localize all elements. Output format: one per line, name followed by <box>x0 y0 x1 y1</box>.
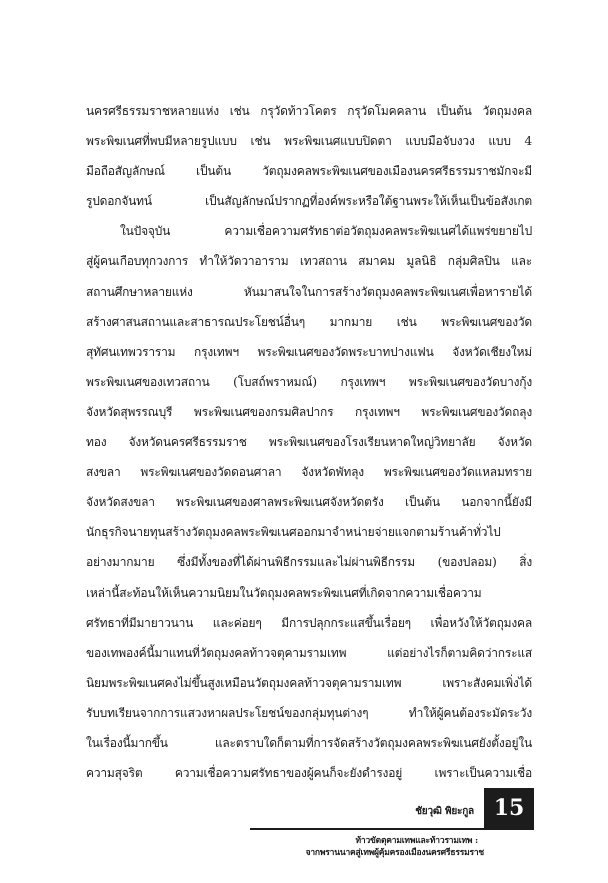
text-line-3: มือถือสัญลักษณ์ เป็นต้น วัตถุมงคลพระพิฆเนศของเมืองนครศรีธรรมราชมักจะมี <box>86 164 532 179</box>
text-line-20: นิยมพระพิฆเนศคงไม่ขึ้นสูงเหมือนวัตถุมงคลท้าวจตุคามรามเทพ เพราะสังคมเพิ่งได้ <box>86 675 532 690</box>
text-line-2: พระพิฆเนศที่พบมีหลายรูปแบบ เช่น พระพิฆเนศแบบปิดตา แบบมือจับงวง แบบ 4 <box>86 134 532 149</box>
text-line-18: ศรัทธาที่มีมายาวนาน และค่อยๆ มีการปลุกกระแสขึ้นเรื่อยๆ เพื่อหวังให้วัตถุมงคล <box>86 615 532 630</box>
text-line-21: รับบทเรียนจากการแสวงหาผลประโยชน์ของกลุ่มทุนต่างๆ ทำให้ผู้คนต้องระมัดระวัง <box>86 705 532 720</box>
text-line-16: อย่างมากมาย ซึ่งมีทั้งของที่ได้ผ่านพิธีกรรมและไม่ผ่านพิธีกรรม (ของปลอม) สิ่ง <box>86 555 532 570</box>
book-title-line-2: จากพรานนาคสู่เทพผู้คุ้มครองเมืองนครศรีธรรมราช <box>305 848 484 858</box>
author-name: ชัยวุฒิ พิยะกูล <box>415 806 474 817</box>
page-footer <box>250 784 534 864</box>
text-line-15: นักธุรกิจนายทุนสร้างวัตถุมงคลพระพิฆเนศออกมาจำหน่ายจ่ายแจกตามร้านค้าทั่วไป <box>86 525 501 540</box>
text-line-7: สถานศึกษาหลายแห่ง หันมาสนใจในการสร้างวัตถุมงคลพระพิฆเนศเพื่อหารายได้ <box>86 284 532 299</box>
book-title-line-1: ท้าวขัตตุคามเทพและท้าวรามเทพ : <box>355 836 478 846</box>
page-number: 15 <box>484 788 534 828</box>
text-line-9: สุทัศนเทพวราราม กรุงเทพฯ พระพิฆเนศของวัดพระบาทปางแฟน จังหวัดเชียงใหม่ <box>86 344 532 359</box>
text-line-5: ในปัจจุบัน ความเชื่อความศรัทธาต่อวัตถุมงคลพระพิฆเนศได้แพร่ขยายไป <box>120 224 532 239</box>
text-line-8: สร้างศาสนสถานและสาธารณประโยชน์อื่นๆ มากมาย เช่น พระพิฆเนศของวัด <box>86 314 532 329</box>
text-line-11: จังหวัดสุพรรณบุรี พระพิฆเนศของกรมศิลปากร กรุงเทพฯ พระพิฆเนศของวัดถลุง <box>86 404 532 419</box>
body-text <box>86 96 532 788</box>
text-line-14: จังหวัดสงขลา พระพิฆเนศของศาลพระพิฆเนศจังหวัดตรัง เป็นต้น นอกจากนี้ยังมี <box>86 495 532 510</box>
text-line-13: สงขลา พระพิฆเนศของวัดดอนศาลา จังหวัดพัทลุง พระพิฆเนศของวัดแหลมทราย <box>86 465 532 480</box>
text-line-12: ทอง จังหวัดนครศรีธรรมราช พระพิฆเนศของโรงเรียนหาดใหญ่วิทยาลัย จังหวัด <box>86 435 532 450</box>
text-line-4: รูปดอกจันทน์ เป็นสัญลักษณ์ปรากฏที่องค์พระหรือใต้ฐานพระให้เห็นเป็นข้อสังเกต <box>86 194 532 209</box>
text-line-1: นครศรีธรรมราชหลายแห่ง เช่น กรุวัดท้าวโคตร กรุวัดโมคคลาน เป็นต้น วัตถุมงคล <box>86 104 532 118</box>
text-line-19: ของเทพองค์นี้มาแทนที่วัตถุมงคลท้าวจตุคามรามเทพ แต่อย่างไรก็ตามคิดว่ากระแส <box>86 645 532 660</box>
text-line-17: เหล่านี้สะท้อนให้เห็นความนิยมในวัตถุมงคลพระพิฆเนศที่เกิดจากความเชื่อความ <box>86 585 482 600</box>
text-line-10: พระพิฆเนศของเทวสถาน (โบสถ์พราหมณ์) กรุงเทพฯ พระพิฆเนศของวัดบางกุ้ง <box>86 374 532 389</box>
text-line-22: ในเรื่องนี้มากขึ้น และตราบใดก็ตามที่การจัดสร้างวัตถุมงคลพระพิฆเนศยังตั้งอยู่ใน <box>86 735 532 750</box>
text-line-6: สู่ผู้คนเกือบทุกวงการ ทำให้วัดวาอาราม เทวสถาน สมาคม มูลนิธิ กลุ่มศิลปิน และ <box>86 254 532 269</box>
text-line-23: ความสุจริต ความเชื่อความศรัทธาของผู้คนก็จะยังดำรงอยู่ เพราะเป็นความเชื่อ <box>86 766 532 781</box>
footer-rule <box>250 828 534 830</box>
